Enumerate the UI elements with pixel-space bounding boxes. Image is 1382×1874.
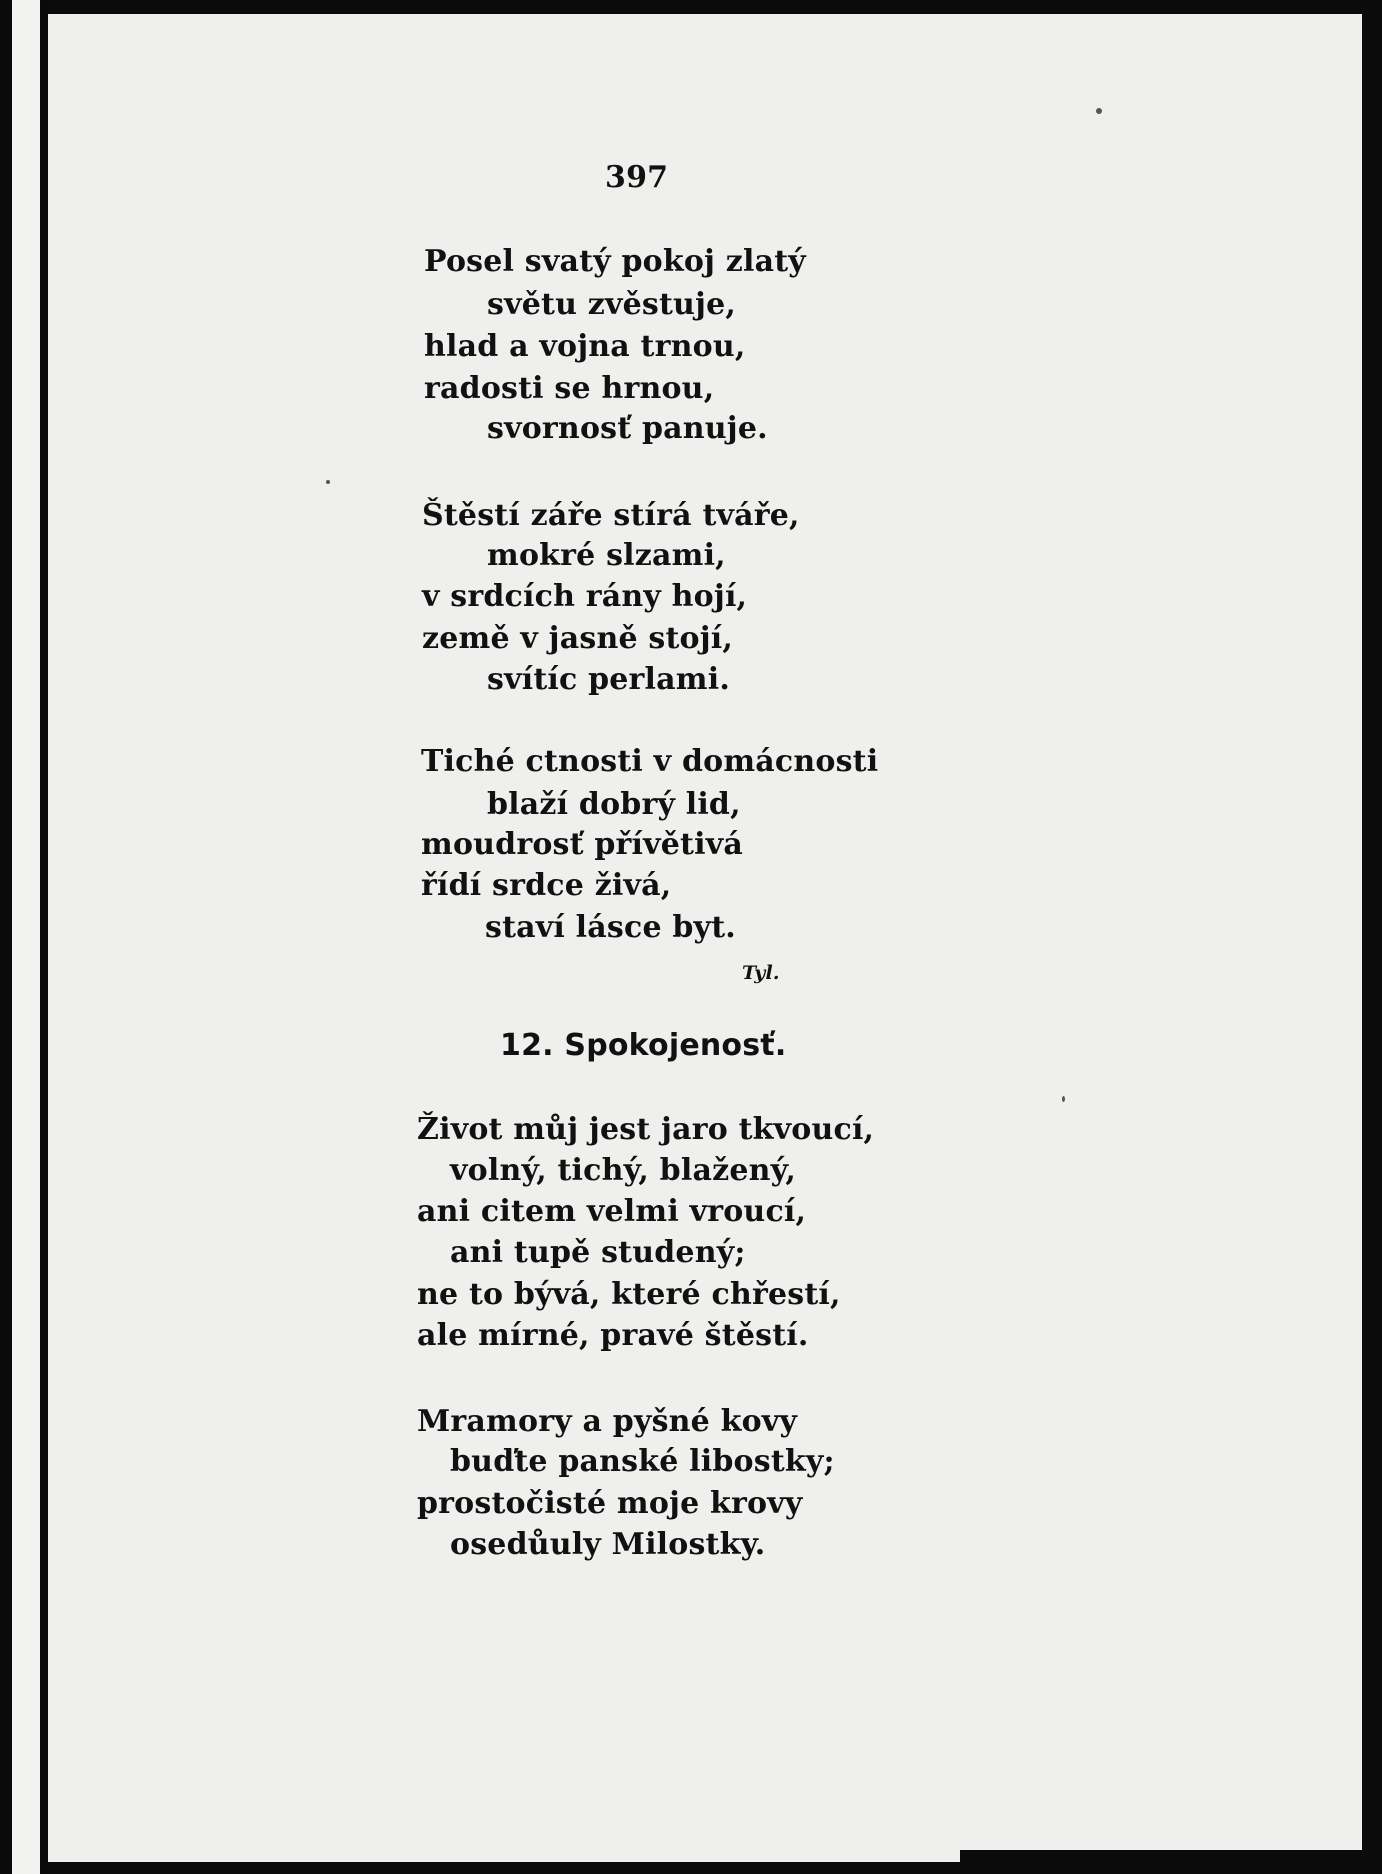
poem-line: volný, tichý, blažený, [450,1153,797,1188]
poem-line: svítíc perlami. [487,662,730,697]
poem-line: v srdcích rány hojí, [422,579,748,614]
poem-line: osedůuly Milostky. [450,1527,766,1562]
scan-speck [1096,108,1102,114]
poem-line: buďte panské libostky; [450,1444,835,1479]
poem-line: světu zvěstuje, [487,287,737,322]
poem-line: svornosť panuje. [487,411,768,446]
poem-line: Život můj jest jaro tkvoucí, [417,1112,875,1147]
poem-line: ale mírné, pravé štěstí. [417,1318,809,1353]
scan-left-edge [0,0,48,1874]
poem-line: Mramory a pyšné kovy [417,1404,798,1439]
poem-line: radosti se hrnou, [424,371,715,406]
author-attribution: Tyl. [742,962,780,984]
poem-line: staví lásce byt. [485,910,736,945]
poem-line: blaží dobrý lid, [487,787,741,822]
poem-line: ani tupě studený; [450,1235,746,1270]
poem-line: Posel svatý pokoj zlatý [424,244,806,279]
scan-speck [326,480,330,484]
poem-line: Štěstí záře stírá tváře, [422,498,800,533]
scan-speck [1062,1096,1065,1102]
poem-line: země v jasně stojí, [422,621,734,656]
poem-line: Tiché ctnosti v domácnosti [421,744,879,779]
poem-line: řídí srdce živá, [421,868,672,903]
poem-line: hlad a vojna trnou, [424,329,746,364]
poem-line: mokré slzami, [487,538,726,573]
scan-bottom-edge [960,1850,1382,1874]
poem-line: moudrosť přívětivá [421,827,743,862]
poem-title: 12. Spokojenosť. [500,1028,787,1063]
page-number: 397 [605,160,669,195]
poem-line: ne to bývá, které chřestí, [417,1277,841,1312]
poem-line: ani citem velmi vroucí, [417,1194,807,1229]
poem-line: prostočisté moje krovy [417,1486,803,1521]
